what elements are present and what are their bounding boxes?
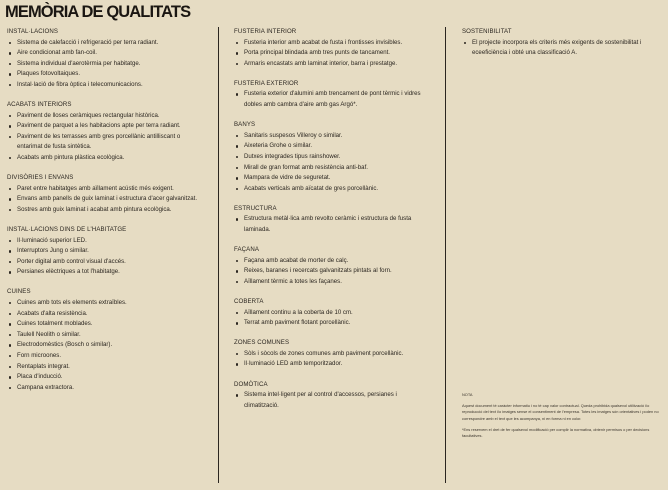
section-list bbox=[462, 38, 662, 59]
list-item: Dutxes integrades tipus rainshower. bbox=[234, 152, 432, 163]
section-heading: FUSTERIA INTERIOR bbox=[234, 28, 297, 35]
list-item: Sistema individual d'aerotèrmia per habitatge. bbox=[7, 59, 203, 70]
list-item: Paviment de parquet a les habitacions apte per terra radiant. bbox=[7, 121, 203, 132]
list-item: Terrat amb paviment flotant porcellànic. bbox=[234, 318, 432, 329]
section-heading: COBERTA bbox=[234, 297, 264, 305]
list-item: Fusteria exterior d'alumini amb trencament de pont tèrmic i vidres dobles amb cambra d'aire amb gas Argó*. bbox=[234, 89, 432, 110]
note-heading: NOTA bbox=[462, 392, 473, 397]
section-list bbox=[7, 236, 203, 278]
section-list bbox=[234, 256, 432, 288]
section-list bbox=[234, 131, 432, 195]
list-item: Plaques fotovoltaiques. bbox=[7, 69, 203, 80]
list-item: Façana amb acabat de morter de calç. bbox=[234, 256, 432, 267]
section-heading: BANYS bbox=[234, 121, 256, 129]
list-item: Acabats amb pintura plàstica ecològica. bbox=[7, 153, 203, 164]
section-heading: SOSTENIBILITAT bbox=[462, 28, 512, 35]
column-3 bbox=[462, 27, 662, 68]
section bbox=[234, 380, 432, 412]
section-heading: DIVISÒRIES I ENVANS bbox=[7, 174, 74, 182]
list-item: Mirall de gran format amb resistència anti-baf. bbox=[234, 163, 432, 174]
section bbox=[7, 287, 203, 393]
section bbox=[7, 173, 203, 215]
list-item: Aïllament tèrmic a totes les façanes. bbox=[234, 277, 432, 288]
column-divider bbox=[218, 27, 219, 483]
list-item: Sistema de calefacció i refrigeració per terra radiant. bbox=[7, 38, 203, 49]
list-item: Paret entre habitatges amb aïllament acústic més exigent. bbox=[7, 184, 203, 195]
section bbox=[234, 204, 432, 236]
page-title: MEMÒRIA DE QUALITATS bbox=[5, 3, 191, 21]
section-list bbox=[234, 308, 432, 329]
list-item: Instal·lació de fibra òptica i telecomunicacions. bbox=[7, 80, 203, 91]
section bbox=[234, 245, 432, 287]
section-list bbox=[7, 298, 203, 393]
list-item: Acabats d'alta resistència. bbox=[7, 309, 203, 320]
section bbox=[7, 27, 203, 91]
section-list bbox=[234, 349, 432, 370]
list-item: Rentaplats integrat. bbox=[7, 362, 203, 373]
list-item: Aire condicionat amb fan-coil. bbox=[7, 48, 203, 59]
list-item: El projecte incorpora els criteris més exigents de sostenibilitat i eceeficiència i obté una classificació A. bbox=[462, 38, 662, 59]
column-1 bbox=[7, 27, 203, 403]
note-paragraph: Aquest document té caràcter informatiu i no té cap valor contractual. Queda prohibida qualsevol utilització i/o reproducció del text i/o imatges sense el consentiment de l'empresa. Totes les imatges són orientatives i poden no correspondre amb el text que les acompanya, ni en forma ni en color. bbox=[462, 403, 659, 421]
list-item: Porta principal blindada amb tres punts de tancament. bbox=[234, 48, 432, 59]
section-list bbox=[234, 89, 432, 110]
section-list bbox=[7, 111, 203, 164]
list-item: Sostres amb guix laminat i acabat amb pintura ecològica. bbox=[7, 205, 203, 216]
list-item: Paviment de lloses ceràmiques rectangular històrica. bbox=[7, 111, 203, 122]
list-item: Persianes elèctriques a tot l'habitatge. bbox=[7, 267, 203, 278]
section bbox=[7, 225, 203, 278]
list-item: Aïllament continu a la coberta de 10 cm. bbox=[234, 308, 432, 319]
column-divider bbox=[445, 27, 446, 483]
list-item: Sistema intel·ligent per al control d'accessos, persianes i climatització. bbox=[234, 390, 432, 411]
list-item: Armaris encastats amb laminat interior, barra i prestatge. bbox=[234, 59, 432, 70]
legal-note bbox=[462, 392, 662, 444]
list-item: Cuines amb tots els elements extraïbles. bbox=[7, 298, 203, 309]
section bbox=[234, 27, 432, 69]
list-item: Acabats verticals amb aïcatat de gres porcellànic. bbox=[234, 184, 432, 195]
section bbox=[7, 100, 203, 164]
list-item: Campana extractora. bbox=[7, 383, 203, 394]
list-item: Taulell Neolith o similar. bbox=[7, 330, 203, 341]
section-heading: INSTAL·LACIONS DINS DE L'HABITATGE bbox=[7, 226, 127, 233]
list-item: Aixeteria Grohe o similar. bbox=[234, 141, 432, 152]
list-item: Mampara de vidre de seguretat. bbox=[234, 173, 432, 184]
list-item: Il·luminació LED amb temporitzador. bbox=[234, 359, 432, 370]
list-item: Forn microones. bbox=[7, 351, 203, 362]
section-list bbox=[7, 184, 203, 216]
note-paragraph: *Ens reservem el dret de fer qualsevol modificació per complir la normativa, obtenir permisos o per decisions facultatives. bbox=[462, 426, 650, 439]
list-item: Electrodomèstics (Bosch o similar). bbox=[7, 340, 203, 351]
section bbox=[234, 297, 432, 329]
section-list bbox=[7, 38, 203, 91]
section-heading: INSTAL·LACIONS bbox=[7, 28, 59, 35]
list-item: Sanitaris suspesos Villeroy o similar. bbox=[234, 131, 432, 142]
section-heading: FAÇANA bbox=[234, 246, 259, 254]
section bbox=[234, 120, 432, 194]
section-heading: ZONES COMUNES bbox=[234, 339, 290, 347]
section bbox=[234, 338, 432, 370]
list-item: Estructura metàl·lica amb revolto ceràmic i estructura de fusta laminada. bbox=[234, 214, 432, 235]
list-item: Reixes, baranes i recercats galvanitzats pintats al forn. bbox=[234, 266, 432, 277]
section-heading: ACABATS INTERIORS bbox=[7, 101, 72, 109]
section-heading: DOMÒTICA bbox=[234, 380, 268, 388]
list-item: Placa d'inducció. bbox=[7, 372, 203, 383]
column-2 bbox=[234, 27, 432, 421]
section-list bbox=[234, 214, 432, 235]
list-item: Interruptors Jung o similar. bbox=[7, 246, 203, 257]
list-item: Cuines totalment moblades. bbox=[7, 319, 203, 330]
section-list bbox=[234, 390, 432, 411]
section bbox=[234, 79, 432, 111]
section-heading: CUINES bbox=[7, 288, 31, 296]
section-heading: ESTRUCTURA bbox=[234, 204, 277, 212]
list-item: Il·luminació superior LED. bbox=[7, 236, 203, 247]
list-item: Paviment de les terrasses amb gres porcellànic antilliscant o entarimat de fusta sintètica. bbox=[7, 132, 203, 153]
section-list bbox=[234, 38, 432, 70]
list-item: Envans amb panells de guix laminat i estructura d'acer galvanitzat. bbox=[7, 194, 203, 205]
section bbox=[462, 27, 662, 59]
list-item: Sòls i sòcols de zones comunes amb paviment porcellànic. bbox=[234, 349, 432, 360]
section-heading: FUSTERIA EXTERIOR bbox=[234, 79, 299, 87]
list-item: Fusteria interior amb acabat de fusta i frontisses invisibles. bbox=[234, 38, 432, 49]
list-item: Porter digital amb control visual d'accés. bbox=[7, 257, 203, 268]
